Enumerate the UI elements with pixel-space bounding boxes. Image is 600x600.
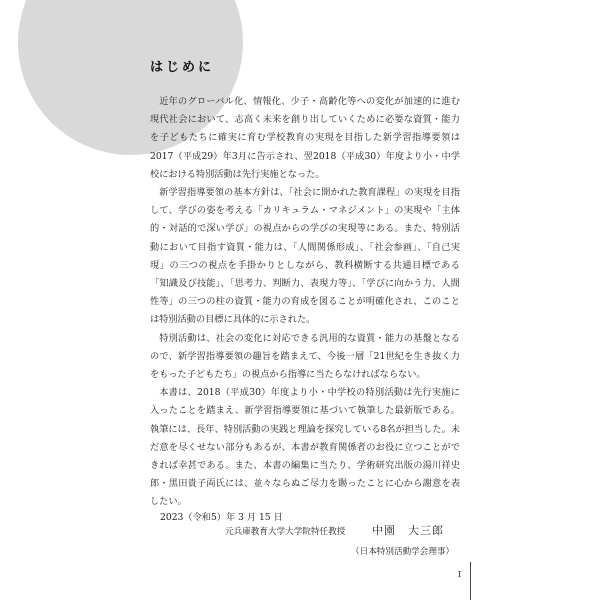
page-title: はじめに xyxy=(150,60,215,75)
paragraph-2: 新学習指導要領の基本方針は、「社会に開かれた教育課程」の実現を目指して、学びの姿を考える「カリキュラム・マネジメント」の実現や「主体的・対話的で深い学び」の視点からの学びの実現等にある。また、特別活動において目指す資質・能力は、「人間関係形成」、「社会参画」、「自己実現」の三つの視点を手掛かりとしながら、教科横断する共通目標である「知識及び技能」、「思考力、判断力、表現力等」、「学びに向かう力、人間性等」の三つの柱の資質・能力の育成を図ることが明確化され、このことは特別活動の目標に具体的に示された。 xyxy=(150,187,460,326)
paragraph-1: 近年のグローバル化、情報化、少子・高齢化等への変化が加速的に進む現代社会において、志高く未来を創り出していくために必要な資質・能力を子どもたちに確実に育む学校教育の実現を目指した新学習指導要領は2017（平成29）年3月に告示され、翌2018（平成30）年度より小・中学校における特別活動は先行実施となった。 xyxy=(150,96,460,180)
margin-rule xyxy=(470,562,471,600)
author-affiliation: 元兵庫教育大学大学院特任教授 xyxy=(225,527,346,537)
preface-body xyxy=(150,93,460,512)
author-name: 中園 大三郎 xyxy=(372,524,444,537)
author-organization: （日本特別活動学会理事） xyxy=(351,547,455,557)
paragraph-3: 特別活動は、社会の変化に対応できる汎用的な資質・能力の基盤となるので、新学習指導要領の趣旨を踏まえて、今後一層「21世紀を生き抜く力をもった子どもたち」の視点から指導に当たらなければならない。 xyxy=(150,332,460,381)
paragraph-4: 本書は、2018（平成30）年度より小・中学校の特別活動は先行実施に入ったことを踏まえ、新学習指導要領に基づいて執筆した最新版である。執筆には、長年、特別活動の実践と理論を探究している8名が担当した。未だ意を尽くせない部分もあるが、本書が教育関係者のお役に立つことができれば幸甚である。また、本書の編集に当たり、学術研究出版の湯川祥史郎・黒田貴子両氏には、並々ならぬご尽力を賜ったことに心から謝意を表したい。 xyxy=(150,387,460,508)
page-number: I xyxy=(458,570,462,579)
preface-date: 2023（令和5）年 3 月 15 日 xyxy=(160,512,283,523)
